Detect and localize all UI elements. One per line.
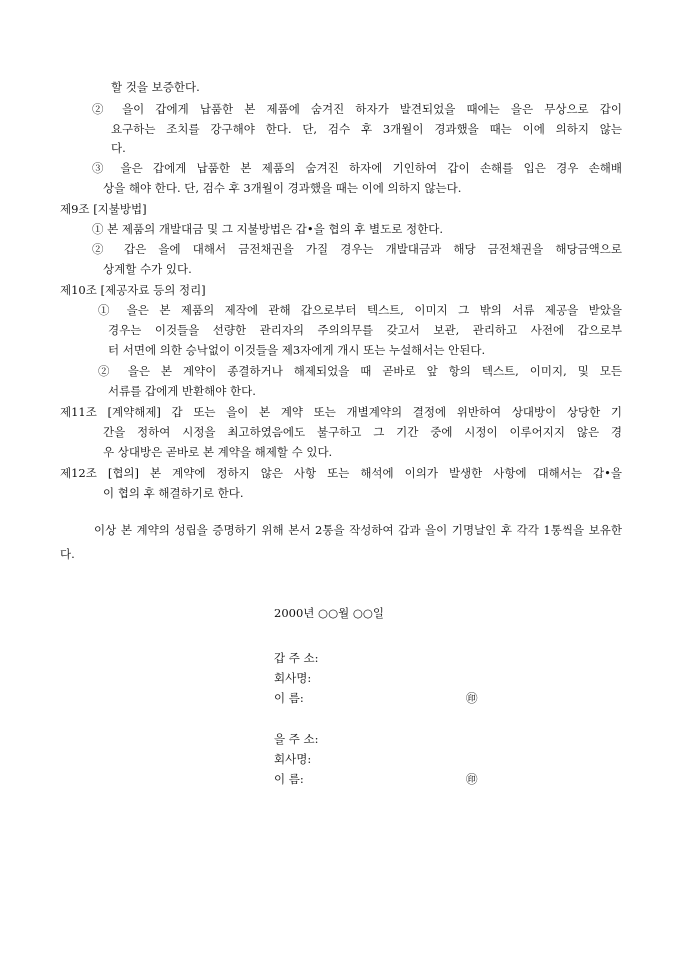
article-9-heading: 제9조 [지불방법]: [60, 202, 147, 216]
clause-8-3: ③ 을은 갑에게 납품한 본 제품의 숨겨진 하자에 기인하여 갑이 손해를 입은 경우 손해배: [92, 161, 622, 175]
clause-9-2: ② 갑은 을에 대해서 금전채권을 가질 경우는 개발대금과 해당 금전채권을 해당금액으로: [92, 242, 622, 256]
party-a-name-label: 이 름:: [274, 691, 304, 705]
clause-10-1: ① 을은 본 제품의 제작에 관해 갑으로부터 텍스트, 이미지 그 밖의 서류 제공을 받았을: [98, 303, 622, 317]
text-line: 이 협의 후 해결하기로 한다.: [103, 486, 244, 500]
party-b-name-label: 이 름:: [274, 772, 304, 786]
party-a-seal-mark: ㊞: [466, 691, 478, 705]
signature-date: 2000년 ○○월 ○○일: [274, 606, 385, 620]
party-b-seal-mark: ㊞: [466, 772, 478, 786]
party-b-company-label: 회사명:: [274, 752, 312, 766]
text-line: 서류를 갑에게 반환해야 한다.: [108, 384, 256, 398]
article-11: 제11조 [계약해제] 갑 또는 을이 본 계약 또는 개별계약의 결정에 위반하여 상대방이 상당한 기: [60, 405, 622, 419]
closing-paragraph: 이상 본 계약의 성립을 증명하기 위해 본서 2통을 작성하여 갑과 을이 기명날인 후 각각 1통씩을 보유한다.: [60, 523, 622, 561]
clause-8-2: ② 을이 갑에게 납품한 본 제품에 숨겨진 하자가 발견되었을 때에는 을은 무상으로 갑이: [92, 102, 622, 116]
text-line: 터 서면에 의한 승낙없이 이것들을 제3자에게 개시 또는 누설해서는 안된다.: [108, 343, 486, 357]
article-12: 제12조 [협의] 본 계약에 정하지 않은 사항 또는 해석에 이의가 발생한 사항에 대해서는 갑•을: [60, 466, 622, 480]
text-line: 상을 해야 한다. 단, 검수 후 3개월이 경과했을 때는 이에 의하지 않는다.: [103, 181, 462, 195]
text-line: 할 것을 보증한다.: [111, 80, 200, 94]
party-b-address-label: 을 주 소:: [274, 732, 319, 746]
article-10-heading: 제10조 [제공자료 등의 정리]: [60, 283, 206, 297]
party-a-company-label: 회사명:: [274, 671, 312, 685]
text-line: 경우는 이것들을 선량한 관리자의 주의의무를 갖고서 보관, 관리하고 사전에 갑으로부: [108, 323, 622, 337]
clause-9-1: ① 본 제품의 개발대금 및 그 지불방법은 갑•을 협의 후 별도로 정한다.: [92, 222, 443, 236]
text-line: 우 상대방은 곧바로 본 계약을 해제할 수 있다.: [103, 445, 333, 459]
text-line: 다.: [111, 141, 126, 155]
text-line: 간을 정하여 시정을 최고하였음에도 불구하고 그 기간 중에 시정이 이루어지지 않은 경: [103, 425, 622, 439]
text-line: 요구하는 조치를 강구해야 한다. 단, 검수 후 3개월이 경과했을 때는 이에 의하지 않는: [111, 122, 622, 136]
clause-10-2: ② 을은 본 계약이 종결하거나 해제되었을 때 곧바로 앞 항의 텍스트, 이미지, 및 모든: [98, 364, 622, 378]
text-line: 상계할 수가 있다.: [103, 262, 192, 276]
party-a-address-label: 갑 주 소:: [274, 651, 319, 665]
